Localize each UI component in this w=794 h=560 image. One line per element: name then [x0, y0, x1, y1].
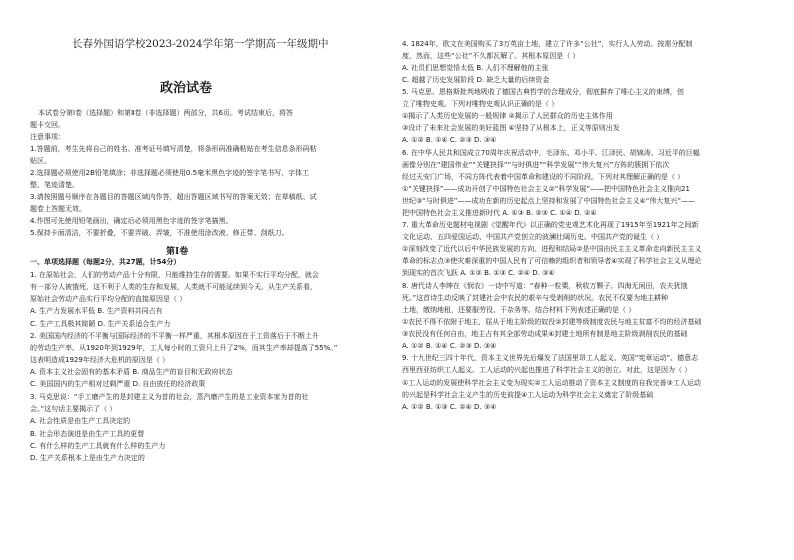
- right-line-21: 死。”这首诗生动反映了封建社会中农民的艰辛与受剥削的状况。农民不仅要为地主耕种: [402, 294, 669, 302]
- right-line-19: 到现实的首次飞跃 A. ①② B. ①③ C. ②④ D. ③④: [402, 269, 555, 277]
- left-line-8: 题卷上答题无效。: [30, 205, 86, 213]
- left-line-23: 会。”这句话主要揭示了（ ）: [30, 405, 117, 413]
- left-line-18: 的劳动生产率。从1920年到1929年，工人每小时的工资只上升了2%，而其生产率却提高了55%。”: [30, 344, 338, 352]
- left-line-4: 贴区。: [30, 157, 51, 165]
- right-line-30: A. ①② B. ①③ C. ②④ D. ③④: [402, 403, 497, 411]
- right-line-23: ①农民不得不依附于地主，屈从于地主阶级的奴役②封建等级制度农民与地主贫富不均的经济基础: [402, 318, 702, 326]
- right-line-2: A. 社员们思想觉悟太低 B. 人们不理解他的主张: [402, 64, 549, 72]
- right-line-10: 画像分别在“建国伟业”“关键抉择”“与时俱进”“科学发展”“伟大复兴”方阵的簇拥下依次: [402, 161, 670, 169]
- volume-heading: 第Ⅰ卷: [166, 247, 189, 257]
- left-line-17: 2. 美国国内经济的不平衡与国际经济的不平衡一样严重，其根本原因在于工资落后于不断上升: [30, 332, 319, 340]
- left-line-3: 1.答题前，考生先将自己的姓名、准考证号填写清楚，将条形码准确粘贴在考生信息条形码粘: [30, 145, 317, 153]
- right-line-12: ①“关键抉择”——成功开创了中国特色社会主义②“科学发展”——把中国特色社会主义推向21: [402, 185, 690, 193]
- left-line-13: 有一部分人被饿死，这不利于人类的生存和发展，人类就不可能延续到今天。从生产关系看，: [30, 283, 317, 291]
- right-line-3: C. 超越了历史发展阶段 D. 缺乏大量的后续资金: [402, 76, 550, 84]
- right-line-5: 立了唯物史观。下列对唯物史观认识正确的是（ ）: [402, 100, 559, 108]
- right-line-17: ①深刻改变了近代以后中华民族发展的方向、进程和结局②是中国由民主主义革命走向新民主主义: [402, 245, 702, 253]
- left-line-11: 一、单项选择题（每题2分，共27题，计54分）: [30, 258, 181, 266]
- left-line-9: 4.作图可先使用铅笔画出，确定后必须用黑色字迹的签字笔描黑。: [30, 217, 233, 225]
- right-line-25: A. ①② B. ①④ C. ②③ D. ③④: [402, 342, 497, 350]
- right-line-27: 西里西亚纺织工人起义。工人运动的兴起也推进了科学社会主义的创立。对此，这是因为（ ）: [402, 366, 692, 374]
- right-line-28: ①工人运动的发展使科学社会主义变为现实②工人运动推动了资本主义制度的自我完善③工人运动: [402, 379, 701, 387]
- right-line-11: 经过天安门广场，不同方阵代表着中国革命和建设的不同阶段。下列对其理解正确的是（ ）: [402, 173, 685, 181]
- left-line-24: A. 社会性质是由生产工具决定的: [30, 417, 131, 425]
- left-line-6: 整、笔迹清楚。: [30, 181, 79, 189]
- left-line-15: A. 生产力发展水平低 B. 生产资料共同占有: [30, 307, 163, 315]
- left-line-5: 2.选择题必须使用2B铅笔填涂；非选择题必须使用0.5毫米黑色字迹的签字笔书写，字体工: [30, 169, 310, 177]
- right-line-22: 土地，缴纳地租，还要服劳役、干杂务等。结合材料下列表述正确的是（ ）: [402, 306, 636, 314]
- right-line-0: 4. 1824年，欧文在美国购买了3万英亩土地，建立了许多“公社”，实行人人劳动、按需分配制: [402, 40, 693, 48]
- right-line-14: 把中国特色社会主义推进新时代 A. ①③ B. ②③ C. ①④ D. ②④: [402, 209, 597, 217]
- left-line-14: 原始社会劳动产品实行平均分配的直接原因是（ ）: [30, 295, 187, 303]
- left-line-0: 本试卷分第Ⅰ卷（选择题）和第Ⅱ卷（非选择题）两部分，共6页。考试结束后，将答: [38, 109, 293, 117]
- left-line-22: 3. 马克思说：“手工磨产生的是封建主义为首的社会，蒸汽磨产生的是工业资本家为首的社: [30, 393, 309, 401]
- school-exam-title: 长春外国语学校2023-2024学年第一学期高一年级期中: [72, 38, 329, 50]
- right-column: [402, 0, 772, 560]
- right-line-1: 度，然而，这些“公社”不久都瓦解了。其根本原因是（ ）: [402, 52, 580, 60]
- subject-title: 政治试卷: [160, 81, 213, 96]
- left-line-1: 题卡交回。: [30, 121, 65, 129]
- right-line-7: ③设计了未来社会发展的美好蓝图 ④坚持了从根本上，正义等原则出发: [402, 124, 620, 132]
- right-line-9: 6. 在中华人民共和国成立70周年庆祝活动中，毛泽东、邓小平、江泽民、胡锦涛、习近平的巨幅: [402, 149, 700, 157]
- right-line-4: 5. 马克思、恩格斯批判地吸收了德国古典哲学的合理成分，彻底摒弃了唯心主义的束缚，创: [402, 88, 684, 96]
- left-line-25: B. 社会形态演进是由生产工具的更替: [30, 430, 145, 438]
- left-line-10: 5.保持卡面清洁，不要折叠，不要弄破、弄皱，不准使用涂改液、修正带、刮纸刀。: [30, 229, 289, 237]
- right-line-20: 8. 唐代诗人李绅在《悯农》一诗中写道：“春种一粒粟，秋收万颗子。四海无闲田，农夫犹饿: [402, 282, 688, 290]
- left-line-27: D. 生产关系根本上是由生产力决定的: [30, 454, 145, 462]
- left-line-2: 注意事项：: [30, 133, 65, 141]
- right-line-24: ③农民没有任何自由，地主占有其全部劳动成果④封建土地所有制是地主阶级剥削农民的基础: [402, 330, 688, 338]
- left-line-21: C. 美国国内的生产相对过剩严重 D. 自由放任的经济政策: [30, 380, 206, 388]
- left-line-16: C. 生产工具极其简陋 D. 生产关系适合生产力: [30, 320, 171, 328]
- right-line-8: A. ①② B. ①④ C. ②③ D. ③④: [402, 136, 497, 144]
- right-line-13: 世纪③“与时俱进”——成功在新的历史起点上坚持和发展了中国特色社会主义④“伟大复兴”——: [402, 197, 696, 205]
- left-line-19: 这表明造成1929年经济大危机的原因是（ ）: [30, 356, 170, 364]
- right-line-6: ①揭示了人类历史发展的一般规律 ②揭示了人民群众的历史主体作用: [402, 112, 613, 120]
- left-line-7: 3.请按照题号顺序在各题目的答题区域内作答，超出答题区域书写的答案无效；在草稿纸、试: [30, 193, 317, 201]
- left-line-12: 1. 在原始社会，人们的劳动产品十分有限，只能维持生存的需要。如果不实行平均分配，就会: [30, 271, 319, 279]
- left-column: [30, 0, 392, 560]
- right-line-15: 7. 重大革命历史题材电视剧《觉醒年代》以正确的党史观艺术化再现了1915年至1921年之间新: [402, 221, 699, 229]
- left-line-26: C. 有什么样的生产工具就有什么样的生产力: [30, 442, 166, 450]
- right-line-26: 9. 十九世纪三四十年代，资本主义世界先后爆发了法国里昂工人起义、英国“宪章运动”、德意志: [402, 354, 699, 362]
- right-line-16: 文化运动、五四爱国运动、中国共产党创立的波澜壮阔历史。中国共产党的诞生（ ）: [402, 233, 664, 241]
- right-line-18: 革命的标志点③使灾难深重的中国人民有了可信赖的组织者和领导者④实现了科学社会主义从理论: [402, 257, 702, 265]
- right-line-29: 的兴起是科学社会主义产生的历史前提④工人运动为科学社会主义奠定了阶级基础: [402, 391, 654, 399]
- left-line-20: A. 资本主义社会固有的基本矛盾 B. 商品生产的盲目和无政府状态: [30, 368, 233, 376]
